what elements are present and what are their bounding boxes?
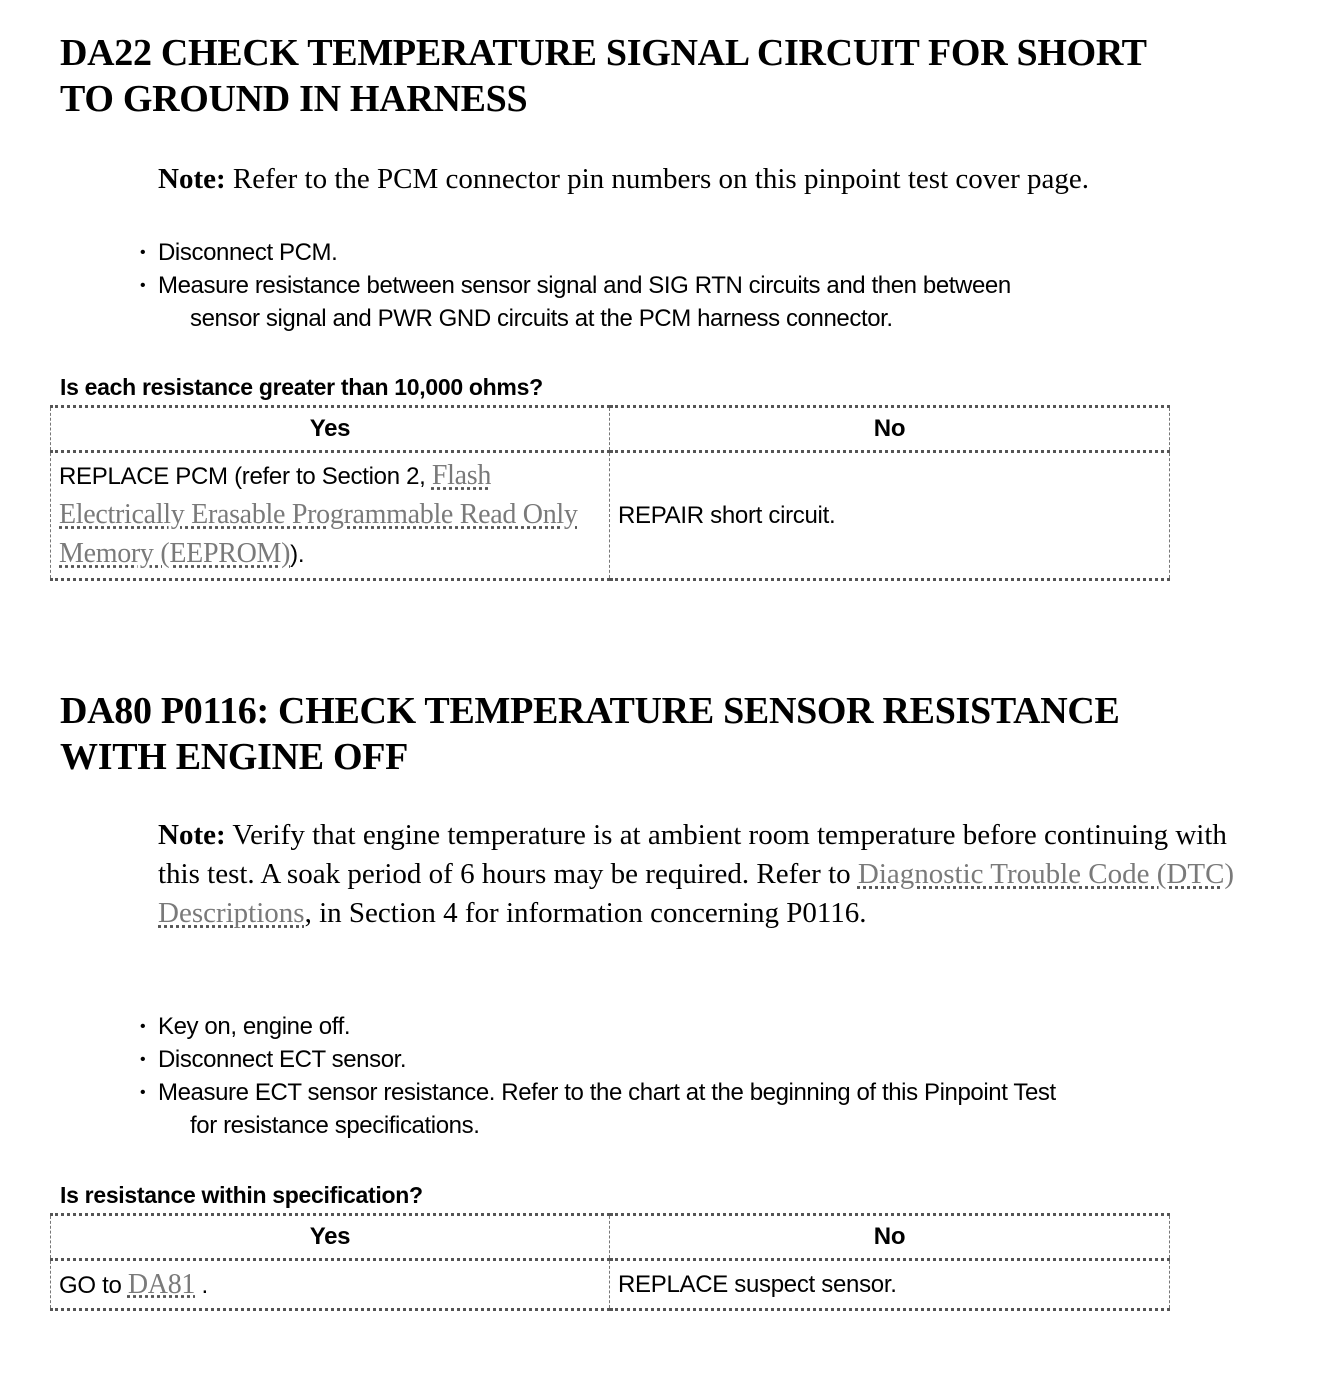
no-cell: REPLACE suspect sensor. [610, 1260, 1170, 1310]
title-line-2: WITH ENGINE OFF [60, 736, 409, 778]
table-row [51, 452, 1170, 580]
dtc-descriptions-link[interactable]: Diagnostic Trouble Code (DTC) Descriptions [158, 858, 1235, 929]
eeprom-link[interactable]: Flash Electrically Erasable Programmable Read Only Memory (EEPROM) [59, 460, 578, 569]
section-title-da22 [60, 30, 1260, 122]
steps-list-da80 [140, 1010, 1260, 1142]
yes-action-text: REPLACE PCM (refer to Section 2, [59, 463, 432, 490]
table-row [51, 1260, 1170, 1310]
title-line-1: DA80 P0116: CHECK TEMPERATURE SENSOR RESISTANCE [60, 690, 1120, 732]
header-no: No [610, 1215, 1170, 1260]
no-cell: REPAIR short circuit. [610, 452, 1170, 580]
step-item [140, 236, 1260, 269]
yes-suffix: . [195, 1271, 208, 1299]
question-da80: Is resistance within specification? [60, 1182, 423, 1208]
header-yes: Yes [51, 1215, 610, 1260]
header-no: No [610, 407, 1170, 452]
bullet-icon: • [140, 244, 146, 261]
note-label: Note: [158, 819, 226, 851]
yes-suffix: ). [290, 541, 305, 568]
answer-table-da80 [50, 1213, 1170, 1311]
note-text: Verify that engine temperature is at ambient room temperature before continuing with this test. A soak period of 6 hours may be required. Refer to [158, 819, 1227, 890]
table-header-row [51, 407, 1170, 452]
note-label: Note: [158, 163, 226, 195]
yes-cell [51, 452, 610, 580]
step-item [140, 269, 1260, 335]
steps-list-da22 [140, 236, 1260, 335]
bullet-icon: • [140, 1084, 146, 1101]
bullet-icon: • [140, 1051, 146, 1068]
title-line-2: TO GROUND IN HARNESS [60, 78, 528, 120]
question-da22: Is each resistance greater than 10,000 ohms? [60, 374, 543, 400]
step-text-continued: sensor signal and PWR GND circuits at the PCM harness connector. [190, 305, 893, 332]
note-text: Refer to the PCM connector pin numbers on this pinpoint test cover page. [225, 163, 1090, 195]
step-text: Measure ECT sensor resistance. Refer to the chart at the beginning of this Pinpoint Test [158, 1079, 1056, 1106]
step-item [140, 1076, 1260, 1142]
table-header-row [51, 1215, 1170, 1260]
bullet-icon: • [140, 1018, 146, 1035]
step-text: Disconnect ECT sensor. [158, 1046, 407, 1073]
answer-table-da22 [50, 405, 1170, 581]
note-da22 [158, 160, 1238, 199]
yes-action-text: GO to [59, 1271, 128, 1299]
note-text-after: , in Section 4 for information concerning P0116. [304, 897, 867, 929]
note-da80 [158, 816, 1238, 933]
step-text: Disconnect PCM. [158, 239, 338, 266]
step-text-continued: for resistance specifications. [190, 1112, 480, 1139]
yes-cell [51, 1260, 610, 1310]
section-title-da80 [60, 688, 1260, 780]
bullet-icon: • [140, 277, 146, 294]
step-text: Key on, engine off. [158, 1013, 351, 1040]
step-text: Measure resistance between sensor signal and SIG RTN circuits and then between [158, 272, 1011, 299]
da81-link[interactable]: DA81 [127, 1268, 196, 1300]
step-item [140, 1043, 1260, 1076]
header-yes: Yes [51, 407, 610, 452]
title-line-1: DA22 CHECK TEMPERATURE SIGNAL CIRCUIT FOR SHORT [60, 32, 1147, 74]
step-item [140, 1010, 1260, 1043]
